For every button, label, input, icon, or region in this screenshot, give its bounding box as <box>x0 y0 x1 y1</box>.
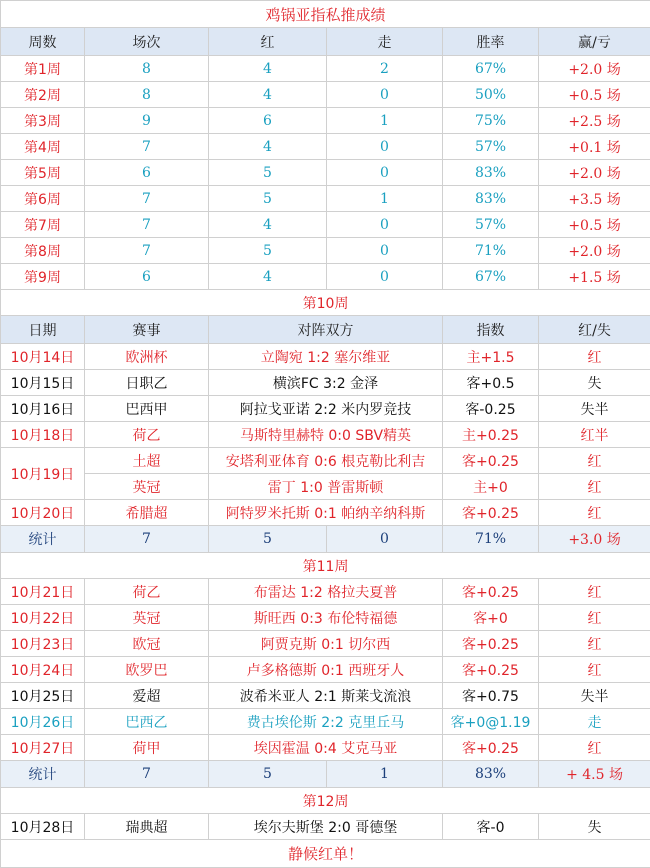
match-row <box>1 448 650 474</box>
profit: +0.5 场 <box>539 82 650 108</box>
summary-row <box>1 160 650 186</box>
match-competition: 荷甲 <box>85 735 209 761</box>
red-count: 5 <box>209 160 327 186</box>
match-competition: 爱超 <box>85 683 209 709</box>
win-rate: 57% <box>443 134 539 160</box>
match-index: 客+0.25 <box>443 631 539 657</box>
profit: +1.5 场 <box>539 264 650 290</box>
week12-title-row <box>1 788 650 814</box>
red-count: 5 <box>209 186 327 212</box>
match-competition: 日职乙 <box>85 370 209 396</box>
match-row <box>1 735 650 761</box>
match-row <box>1 683 650 709</box>
games-count: 9 <box>85 108 209 134</box>
profit: +0.5 场 <box>539 212 650 238</box>
match-teams: 立陶宛 1:2 塞尔维亚 <box>209 344 443 370</box>
page-title: 鸡锅亚指私推成绩 <box>1 1 650 28</box>
col-date: 日期 <box>1 316 85 344</box>
stats-games: 7 <box>85 526 209 553</box>
stats-push: 1 <box>327 761 443 788</box>
match-competition: 土超 <box>85 448 209 474</box>
match-result: 红 <box>539 605 650 631</box>
match-result: 红 <box>539 579 650 605</box>
match-index: 客-0 <box>443 814 539 840</box>
match-competition: 瑞典超 <box>85 814 209 840</box>
match-row <box>1 631 650 657</box>
detail-header-row <box>1 316 650 344</box>
match-result: 红半 <box>539 422 650 448</box>
stats-games: 7 <box>85 761 209 788</box>
stats-push: 0 <box>327 526 443 553</box>
stats-label: 统计 <box>1 761 85 788</box>
week-label: 第4周 <box>1 134 85 160</box>
col-week: 周数 <box>1 28 85 56</box>
match-teams: 安塔利亚体育 0:6 根克勒比利吉 <box>209 448 443 474</box>
match-teams: 阿拉戈亚诺 2:2 米内罗竞技 <box>209 396 443 422</box>
match-index: 客+0.25 <box>443 579 539 605</box>
week-label: 第7周 <box>1 212 85 238</box>
win-rate: 50% <box>443 82 539 108</box>
match-index: 客-0.25 <box>443 396 539 422</box>
match-date: 10月23日 <box>1 631 85 657</box>
match-date: 10月14日 <box>1 344 85 370</box>
profit: +0.1 场 <box>539 134 650 160</box>
match-date: 10月18日 <box>1 422 85 448</box>
week-label: 第2周 <box>1 82 85 108</box>
summary-row <box>1 264 650 290</box>
games-count: 7 <box>85 186 209 212</box>
match-competition: 欧洲杯 <box>85 344 209 370</box>
week10-title-row <box>1 290 650 316</box>
summary-row <box>1 238 650 264</box>
match-index: 客+0.25 <box>443 657 539 683</box>
push-count: 0 <box>327 82 443 108</box>
match-competition: 英冠 <box>85 474 209 500</box>
games-count: 7 <box>85 238 209 264</box>
stats-rate: 83% <box>443 761 539 788</box>
match-date: 10月20日 <box>1 500 85 526</box>
red-count: 5 <box>209 238 327 264</box>
week-label: 第6周 <box>1 186 85 212</box>
summary-row <box>1 134 650 160</box>
red-count: 6 <box>209 108 327 134</box>
win-rate: 57% <box>443 212 539 238</box>
match-teams: 埃因霍温 0:4 艾克马亚 <box>209 735 443 761</box>
week-label: 第5周 <box>1 160 85 186</box>
match-index: 主+1.5 <box>443 344 539 370</box>
win-rate: 67% <box>443 56 539 82</box>
title-row <box>1 1 650 28</box>
match-result: 失半 <box>539 683 650 709</box>
profit: +2.0 场 <box>539 160 650 186</box>
match-competition: 欧冠 <box>85 631 209 657</box>
match-competition: 希腊超 <box>85 500 209 526</box>
match-index: 客+0.25 <box>443 448 539 474</box>
match-row <box>1 422 650 448</box>
col-games: 场次 <box>85 28 209 56</box>
match-date: 10月19日 <box>1 448 85 500</box>
games-count: 7 <box>85 134 209 160</box>
win-rate: 67% <box>443 264 539 290</box>
match-result: 失 <box>539 370 650 396</box>
push-count: 0 <box>327 160 443 186</box>
stats-profit: + 4.5 场 <box>539 761 650 788</box>
week12-title: 第12周 <box>1 788 650 814</box>
week10-title: 第10周 <box>1 290 650 316</box>
match-teams: 波希米亚人 2:1 斯莱戈流浪 <box>209 683 443 709</box>
match-teams: 卢多格德斯 0:1 西班牙人 <box>209 657 443 683</box>
match-row <box>1 370 650 396</box>
win-rate: 75% <box>443 108 539 134</box>
stats-red: 5 <box>209 526 327 553</box>
summary-row <box>1 108 650 134</box>
match-competition: 英冠 <box>85 605 209 631</box>
match-row <box>1 709 650 735</box>
push-count: 0 <box>327 238 443 264</box>
match-row <box>1 657 650 683</box>
match-competition: 巴西乙 <box>85 709 209 735</box>
summary-row <box>1 212 650 238</box>
push-count: 0 <box>327 134 443 160</box>
push-count: 0 <box>327 212 443 238</box>
match-row <box>1 579 650 605</box>
match-index: 客+0.25 <box>443 735 539 761</box>
match-row <box>1 500 650 526</box>
stats-red: 5 <box>209 761 327 788</box>
stats-row <box>1 761 650 788</box>
week-label: 第1周 <box>1 56 85 82</box>
push-count: 1 <box>327 108 443 134</box>
win-rate: 71% <box>443 238 539 264</box>
match-row <box>1 605 650 631</box>
match-result: 红 <box>539 474 650 500</box>
match-index: 客+0.75 <box>443 683 539 709</box>
win-rate: 83% <box>443 160 539 186</box>
push-count: 2 <box>327 56 443 82</box>
col-competition: 赛事 <box>85 316 209 344</box>
match-teams: 费古埃伦斯 2:2 克里丘马 <box>209 709 443 735</box>
col-match: 对阵双方 <box>209 316 443 344</box>
match-row <box>1 396 650 422</box>
match-teams: 雷丁 1:0 普雷斯顿 <box>209 474 443 500</box>
match-date: 10月16日 <box>1 396 85 422</box>
week11-title-row <box>1 553 650 579</box>
games-count: 7 <box>85 212 209 238</box>
match-index: 客+0 <box>443 605 539 631</box>
week-label: 第8周 <box>1 238 85 264</box>
match-date: 10月24日 <box>1 657 85 683</box>
footer-message: 静候红单！ <box>1 840 650 868</box>
push-count: 1 <box>327 186 443 212</box>
match-date: 10月15日 <box>1 370 85 396</box>
match-index: 主+0.25 <box>443 422 539 448</box>
match-index: 客+0.25 <box>443 500 539 526</box>
stats-label: 统计 <box>1 526 85 553</box>
red-count: 4 <box>209 82 327 108</box>
games-count: 6 <box>85 160 209 186</box>
col-result: 红/失 <box>539 316 650 344</box>
red-count: 4 <box>209 56 327 82</box>
profit: +2.0 场 <box>539 56 650 82</box>
profit: +3.5 场 <box>539 186 650 212</box>
match-teams: 布雷达 1:2 格拉夫夏普 <box>209 579 443 605</box>
match-competition: 荷乙 <box>85 422 209 448</box>
summary-row <box>1 56 650 82</box>
match-date: 10月26日 <box>1 709 85 735</box>
match-teams: 阿贾克斯 0:1 切尔西 <box>209 631 443 657</box>
match-result: 失 <box>539 814 650 840</box>
red-count: 4 <box>209 264 327 290</box>
match-date: 10月25日 <box>1 683 85 709</box>
match-result: 红 <box>539 500 650 526</box>
profit: +2.5 场 <box>539 108 650 134</box>
match-date: 10月28日 <box>1 814 85 840</box>
match-index: 主+0 <box>443 474 539 500</box>
col-red: 红 <box>209 28 327 56</box>
stats-rate: 71% <box>443 526 539 553</box>
match-result: 失半 <box>539 396 650 422</box>
match-competition: 荷乙 <box>85 579 209 605</box>
win-rate: 83% <box>443 186 539 212</box>
footer-row <box>1 840 650 868</box>
summary-row <box>1 186 650 212</box>
match-date: 10月27日 <box>1 735 85 761</box>
match-teams: 斯旺西 0:3 布伦特福德 <box>209 605 443 631</box>
match-teams: 马斯特里赫特 0:0 SBV精英 <box>209 422 443 448</box>
match-result: 红 <box>539 657 650 683</box>
match-result: 走 <box>539 709 650 735</box>
games-count: 8 <box>85 82 209 108</box>
match-competition: 巴西甲 <box>85 396 209 422</box>
match-index: 客+0.5 <box>443 370 539 396</box>
push-count: 0 <box>327 264 443 290</box>
match-teams: 阿特罗米托斯 0:1 帕纳辛纳科斯 <box>209 500 443 526</box>
summary-header-row <box>1 28 650 56</box>
col-push: 走 <box>327 28 443 56</box>
col-rate: 胜率 <box>443 28 539 56</box>
match-competition: 欧罗巴 <box>85 657 209 683</box>
games-count: 8 <box>85 56 209 82</box>
col-profit: 赢/亏 <box>539 28 650 56</box>
red-count: 4 <box>209 212 327 238</box>
match-row <box>1 474 650 500</box>
summary-row <box>1 82 650 108</box>
match-result: 红 <box>539 735 650 761</box>
match-teams: 埃尔夫斯堡 2:0 哥德堡 <box>209 814 443 840</box>
week11-title: 第11周 <box>1 553 650 579</box>
stats-profit: +3.0 场 <box>539 526 650 553</box>
col-index: 指数 <box>443 316 539 344</box>
week-label: 第9周 <box>1 264 85 290</box>
match-row <box>1 814 650 840</box>
match-date: 10月21日 <box>1 579 85 605</box>
match-result: 红 <box>539 631 650 657</box>
match-index: 客+0@1.19 <box>443 709 539 735</box>
red-count: 4 <box>209 134 327 160</box>
match-date: 10月22日 <box>1 605 85 631</box>
match-row <box>1 344 650 370</box>
stats-row <box>1 526 650 553</box>
games-count: 6 <box>85 264 209 290</box>
match-teams: 横滨FC 3:2 金泽 <box>209 370 443 396</box>
profit: +2.0 场 <box>539 238 650 264</box>
match-result: 红 <box>539 344 650 370</box>
match-result: 红 <box>539 448 650 474</box>
week-label: 第3周 <box>1 108 85 134</box>
